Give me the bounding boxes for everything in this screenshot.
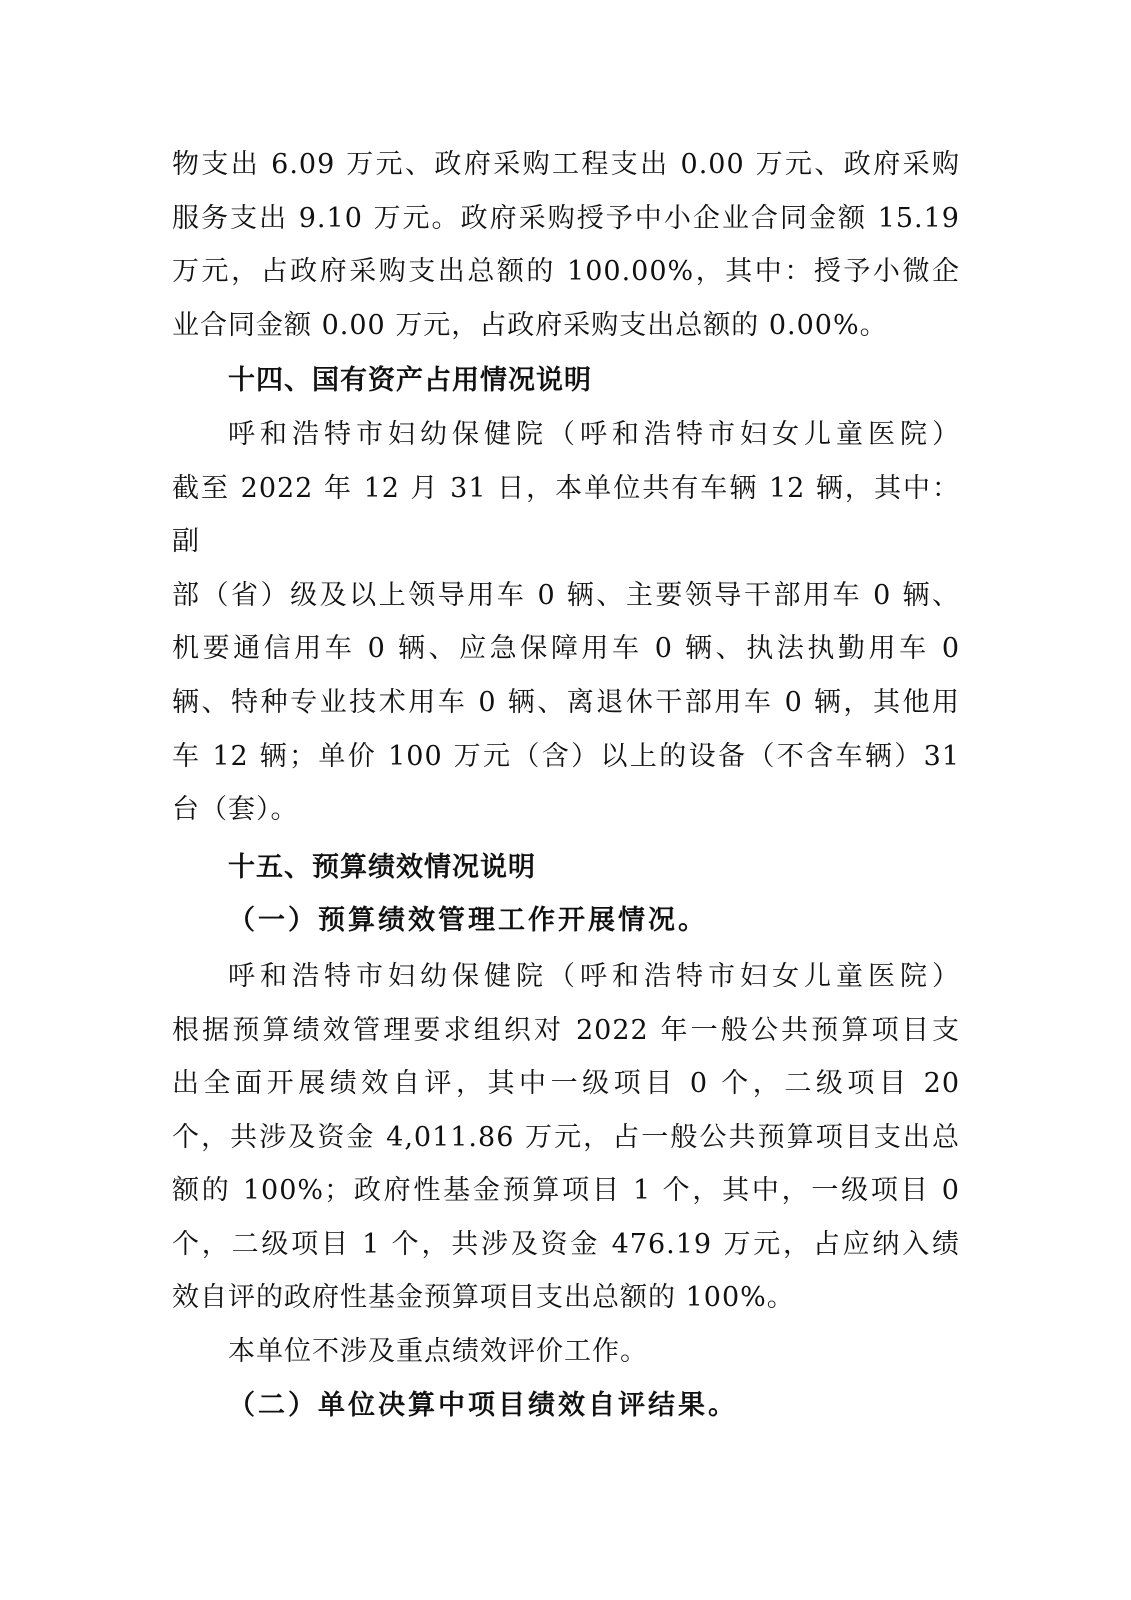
text-line: 额的 100%；政府性基金预算项目 1 个，其中，一级项目 0 (172, 1175, 960, 1207)
text-line: 效自评的政府性基金预算项目支出总额的 100%。 (172, 1282, 795, 1314)
text-line: 万元，占政府采购支出总额的 100.00%，其中：授予小微企 (172, 256, 960, 288)
section-14-heading: 十四、国有资产占用情况说明 (228, 365, 592, 397)
document-page (172, 138, 960, 1432)
section-15-sub2-heading: （二）单位决算中项目绩效自评结果。 (228, 1389, 738, 1421)
text-line: 机要通信用车 0 辆、应急保障用车 0 辆、执法执勤用车 0 (172, 633, 960, 665)
text-line: 业合同金额 0.00 万元，占政府采购支出总额的 0.00%。 (172, 309, 888, 341)
text-line: 服务支出 9.10 万元。政府采购授予中小企业合同金额 15.19 (172, 202, 960, 234)
section-15-sub1-heading: （一）预算绩效管理工作开展情况。 (228, 905, 708, 937)
section-15-sub1-paragraph (172, 950, 960, 1325)
intro-paragraph (172, 138, 960, 352)
text-line: 辆、特种专业技术用车 0 辆、离退休干部用车 0 辆，其他用 (172, 686, 960, 718)
text-line: 个，二级项目 1 个，共涉及资金 476.19 万元，占应纳入绩 (172, 1228, 960, 1260)
text-line: 出全面开展绩效自评，其中一级项目 0 个，二级项目 20 (172, 1068, 960, 1100)
section-15-sub1-note: 本单位不涉及重点绩效评价工作。 (228, 1336, 648, 1368)
text-line: 物支出 6.09 万元、政府采购工程支出 0.00 万元、政府采购 (172, 149, 960, 180)
text-line: 部（省）级及以上领导用车 0 辆、主要领导干部用车 0 辆、 (172, 579, 960, 611)
section-15-heading: 十五、预算绩效情况说明 (228, 851, 536, 883)
text-line: 台（套）。 (172, 794, 299, 826)
text-line: 根据预算绩效管理要求组织对 2022 年一般公共预算项目支 (172, 1014, 960, 1046)
text-line: 个，共涉及资金 4,011.86 万元，占一般公共预算项目支出总 (172, 1121, 960, 1153)
text-line: 车 12 辆；单价 100 万元（含）以上的设备（不含车辆）31 (172, 740, 960, 772)
text-line: 截至 2022 年 12 月 31 日，本单位共有车辆 12 辆，其中：副 (172, 472, 960, 558)
text-line: 呼和浩特市妇幼保健院（呼和浩特市妇女儿童医院） (228, 960, 960, 992)
section-14-paragraph (172, 408, 960, 837)
text-line: 呼和浩特市妇幼保健院（呼和浩特市妇女儿童医院） (228, 418, 960, 450)
